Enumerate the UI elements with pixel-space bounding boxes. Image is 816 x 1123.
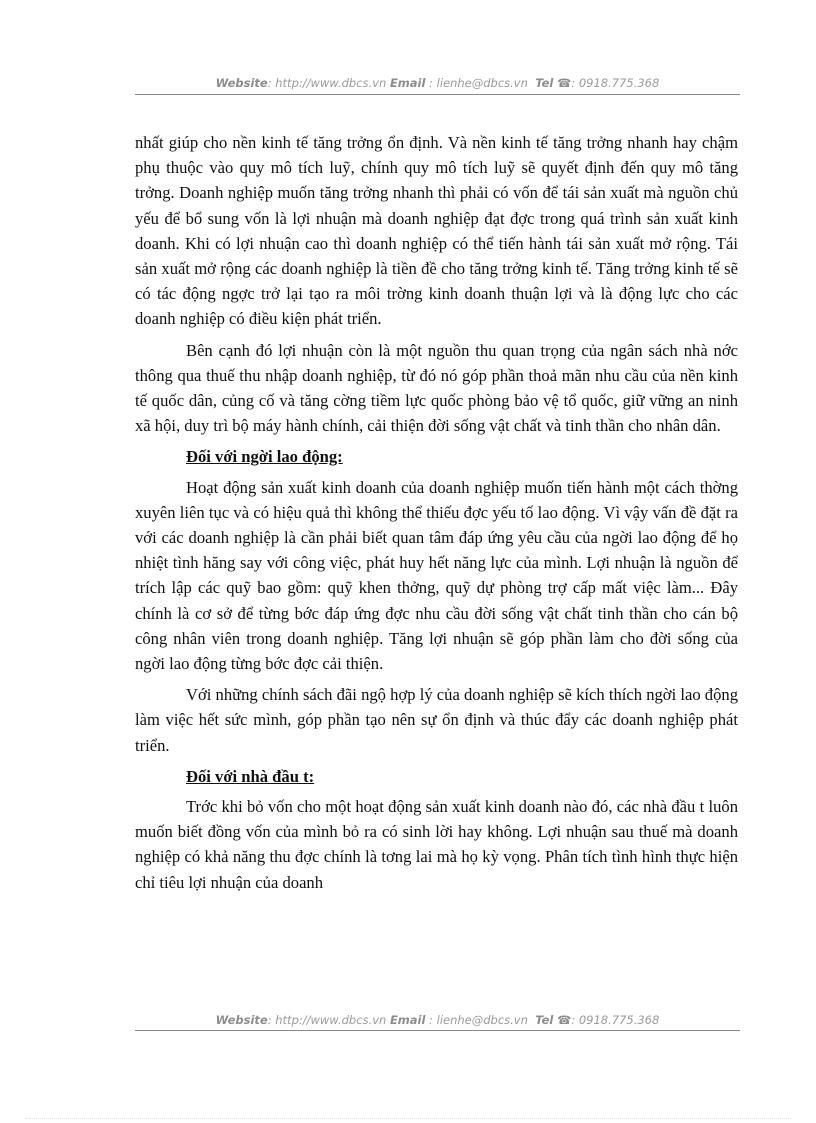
footer-website-link[interactable]: : http://www.dbcs.vn: [267, 1013, 387, 1027]
phone-icon: ☎: [556, 1013, 572, 1027]
header-website-link[interactable]: : http://www.dbcs.vn: [267, 76, 387, 90]
phone-icon: ☎: [556, 76, 572, 90]
paragraph: Hoạt động sản xuất kinh doanh của doanh nghiệp muốn tiến hành một cách thờng xuyên liên tục và có hiệu quả thì không thể thiếu đợc yếu tố lao động. Vì vậy vấn đề đặt ra với các doanh nghiệp là cần phải biết quan tâm đáp ứng yêu cầu của ngời lao động để họ nhiệt tình hăng say với công việc, phát huy hết năng lực của mình. Lợi nhuận là nguồn để trích lập các quỹ bao gồm: quỹ khen thởng, quỹ dự phòng trợ cấp mất việc làm... Đây chính là cơ sở để từng bớc đáp ứng đợc nhu cầu đời sống vật chất tinh thần cho cán bộ công nhân viên trong doanh nghiệp. Tăng lợi nhuận sẽ góp phần làm cho đời sống của ngời lao động từng bớc đợc cải thiện.: [135, 477, 738, 674]
page-header: [135, 76, 740, 90]
footer-tel-value: : 0918.775.368: [571, 1013, 660, 1027]
paragraph: Trớc khi bỏ vốn cho một hoạt động sản xuất kinh doanh nào đó, các nhà đầu t luôn muốn biết đồng vốn của mình bỏ ra có sinh lời hay không. Lợi nhuận sau thuế mà doanh nghiệp có khả năng thu đợc chính là tơng lai mà họ kỳ vọng. Phân tích tình hình thực hiện chỉ tiêu lợi nhuận của doanh: [135, 797, 738, 892]
header-email-link[interactable]: : lienhe@dbcs.vn: [429, 76, 528, 90]
paragraph: Bên cạnh đó lợi nhuận còn là một nguồn thu quan trọng của ngân sách nhà nớc thông qua thuế thu nhập doanh nghiệp, từ đó nó góp phần thoả mãn nhu cầu của nền kinh tế quốc dân, củng cố và tăng cờng tiềm lực quốc phòng bảo vệ tổ quốc, giữ vững an ninh xã hội, duy trì bộ máy hành chính, cải thiện đời sống vật chất và tinh thần cho nhân dân.: [135, 340, 738, 436]
header-email-label: Email: [389, 76, 426, 90]
footer-website-label: Website: [215, 1013, 268, 1027]
footer-email-link[interactable]: : lienhe@dbcs.vn: [429, 1013, 528, 1027]
page-edge-divider: [25, 1118, 791, 1119]
paragraph: nhất giúp cho nền kinh tế tăng trởng ổn định. Và nền kinh tế tăng trởng nhanh hay chậm phụ thuộc vào quy mô tích luỹ, chính quy mô tích luỹ sẽ quyết định đến quy mô tăng trởng. Doanh nghiệp muốn tăng trởng nhanh thì phải có vốn để tái sản xuất mà nguồn chủ yếu để bổ sung vốn là lợi nhuận mà doanh nghiệp đạt đợc trong quá trình sản xuất kinh doanh. Khi có lợi nhuận cao thì doanh nghiệp có thể tiến hành tái sản xuất mở rộng. Tái sản xuất mở rộng các doanh nghiệp là tiền đề cho tăng trởng kinh tế. Tăng trởng kinh tế sẽ có tác động ngợc trở lại tạo ra môi trờng kinh doanh thuận lợi và là động lực cho các doanh nghiệp có điều kiện phát triển.: [135, 133, 738, 329]
header-website-label: Website: [215, 76, 268, 90]
footer-divider: [135, 1030, 740, 1031]
document-body: [135, 130, 738, 901]
header-tel-value: : 0918.775.368: [571, 76, 660, 90]
paragraph: Với những chính sách đãi ngộ hợp lý của doanh nghiệp sẽ kích thích ngời lao động làm việc hết sức mình, góp phần tạo nên sự ổn định và thúc đẩy các doanh nghiệp phát triển.: [135, 685, 738, 755]
section-heading: Đối với nhà đầu t:: [186, 766, 315, 786]
page-footer: [135, 1013, 740, 1027]
header-tel-label: Tel: [535, 76, 554, 90]
section-heading: Đối với ngời lao động:: [186, 447, 343, 467]
footer-tel-label: Tel: [535, 1013, 554, 1027]
footer-email-label: Email: [389, 1013, 426, 1027]
header-divider: [135, 94, 740, 95]
